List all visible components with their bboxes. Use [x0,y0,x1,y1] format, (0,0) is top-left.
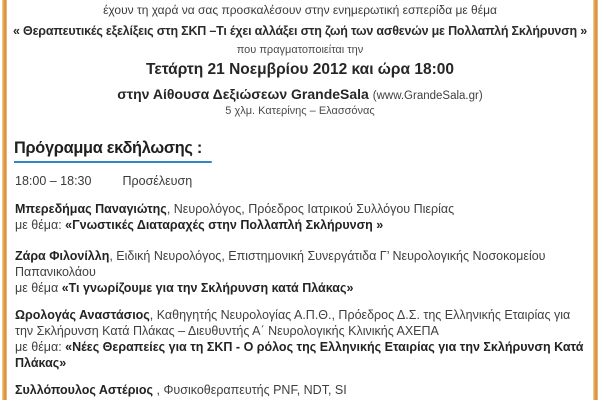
speaker-topic: «Γνωστικές Διαταραχές στην Πολλαπλή Σκλήρυνση » [65,218,384,232]
speaker-name: Ζάρα Φιλονίλλη [15,249,110,263]
venue-url: (www.GrandeSala.gr) [372,90,483,102]
speaker-name: Συλλόπουλος Αστέριος [15,383,154,397]
venue-name: στην Αίθουσα Δεξιώσεων GrandeSala [117,86,369,102]
speaker-topic: «Τι γνωρίζουμε για την Σκλήρυνση κατά Πλάκας» [61,281,354,295]
invitation-intro-line: έχουν τη χαρά να σας προσκαλέσουν στην ενημερωτική εσπερίδα με θέμα [103,3,497,17]
speaker-credentials: , Καθηγητής Νευρολογίας Α.Π.Θ., Πρόεδρος Δ.Σ. της Ελληνικής Εταιρίας για την Σκλήρυνση Κατά Πλάκας – Διευθυντής Α΄ Νευρολογικής Κλινικής ΑΧΕΠΑ [15,308,571,338]
page-border-right [593,0,598,400]
speaker-topic-prefix: με θέμα: [15,218,66,232]
speaker-topic-prefix: με θέμα: [15,340,66,354]
speaker-topic: «Νέες Θεραπείες για τη ΣΚΠ - Ο ρόλος της Ελληνικής Εταιρίας για την Σκλήρυνση Κατά Πλάκας» [15,340,584,370]
venue-line [12,86,588,102]
speakers-list [12,201,588,398]
speaker-credentials: , Φυσικοθεραπευτής PNF, NDT, SI [153,383,347,397]
program-heading: Πρόγραμμα εκδήλωσης : [14,138,212,163]
speaker-entry [15,307,588,371]
speaker-name: Μπερεδήμας Παναγιώτης [15,202,167,216]
event-date-time: Τετάρτη 21 Νοεμβρίου 2012 και ώρα 18:00 [146,61,454,78]
speaker-credentials: , Νευρολόγος, Πρόεδρος Ιατρικού Συλλόγου Πιερίας [166,202,455,216]
speaker-entry [15,201,588,233]
schedule-time: 18:00 – 18:30 [15,174,92,188]
invitation-document [12,0,588,413]
event-title: « Θεραπευτικές εξελίξεις στη ΣΚΠ –Τι έχει αλλάξει στη ζωή των ασθενών με Πολλαπλή Σκλήρυνση » [13,24,587,38]
schedule-item: Προσέλευση [122,174,193,188]
speaker-topic-prefix: με θέμα [15,281,62,295]
speaker-entry [15,248,588,296]
speaker-entry [15,382,588,398]
venue-location: 5 χλμ. Κατερίνης – Ελασσόνας [225,105,375,117]
schedule-row [15,174,588,188]
held-on-line: που πραγματοποιείται την [236,44,364,56]
speaker-credentials: , Ειδική Νευρολόγος, Επιστημονική Συνεργάτιδα Γ’ Νευρολογικής Νοσοκομείου Παπανικολάου [15,249,546,279]
speaker-name: Ωρολογάς Αναστάσιος [15,308,150,322]
page-border-left [2,0,7,400]
